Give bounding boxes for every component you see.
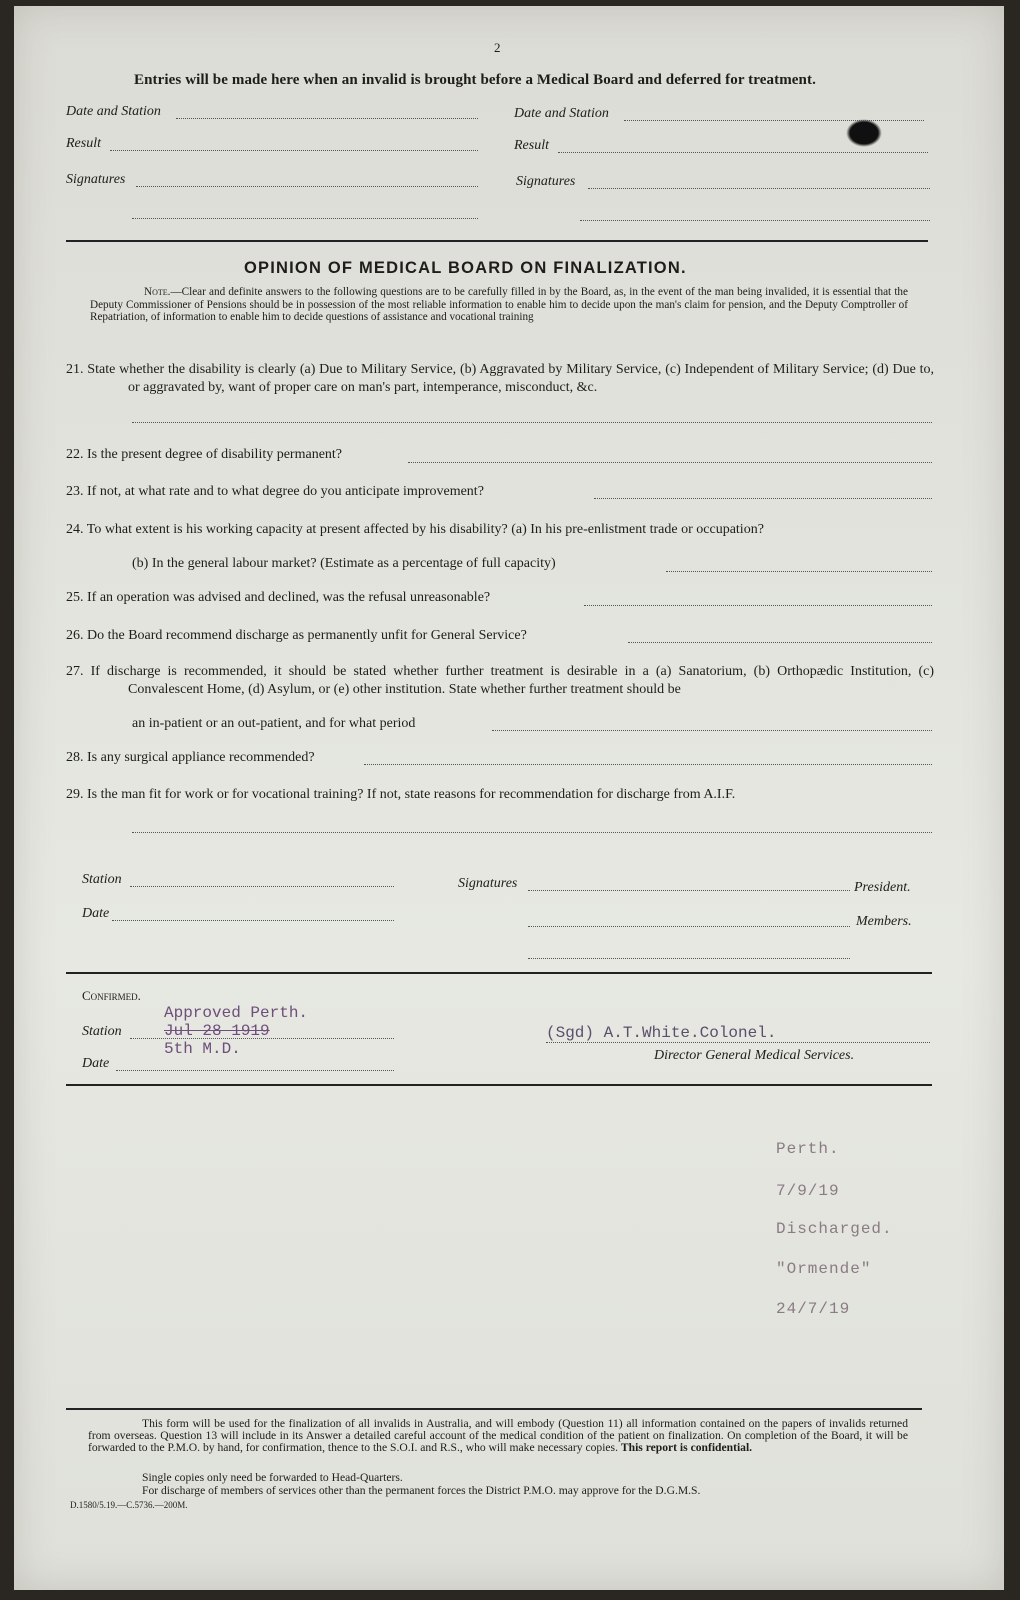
date-station-line-right (624, 120, 924, 121)
question-28: 28. Is any surgical appliance recommended? (66, 750, 315, 765)
board-member-line-1[interactable] (528, 926, 850, 927)
note-place: Perth. (776, 1140, 840, 1158)
footer-divider (66, 1408, 922, 1410)
answer-line-29[interactable] (132, 832, 932, 833)
footer-instructions (88, 1418, 908, 1455)
note-lead: Note. (144, 286, 171, 298)
question-24: 24. To what extent is his working capacity at present affected by his disability? (a) In his pre-enlistment trade or occupation? (66, 522, 764, 537)
answer-line-21[interactable] (132, 422, 932, 423)
question-27 (66, 663, 934, 699)
signatures-line-left (136, 186, 478, 187)
result-label-right: Result (514, 138, 549, 153)
note-text: —Clear and definite answers to the following questions are to be carefully filled in by the Board, as, in the event of the man being invalided, it is essential that the Deputy Commissioner of Pensions should be in possession of the most reliable information to enable him to decide upon the man's claim for pension, and the Deputy Comptroller of Repatriation, of information to enable him to decide questions of assistance and vocational training (90, 286, 908, 323)
footer-text-3: For discharge of members of services other than the permanent forces the District P.M.O. may approve for the D.G.M.S. (142, 1484, 701, 1497)
question-24b: (b) In the general labour market? (Estimate as a percentage of full capacity) (132, 556, 556, 571)
question-27b: an in-patient or an out-patient, and for what period (132, 716, 416, 731)
question-21-text: 21. State whether the disability is clearly (a) Due to Military Service, (b) Aggravated by Military Service, (c) Independent of Military Service; (d) Due to, or aggravated by, want of proper care on man's part, intemperance, misconduct, &c. (66, 362, 934, 395)
confirmed-bottom-divider (66, 1084, 932, 1086)
note-ship: "Ormende" (776, 1260, 872, 1278)
punch-hole (846, 119, 882, 147)
form-page (14, 6, 1004, 1590)
date-station-label-left: Date and Station (66, 104, 161, 119)
confirmed-station-line[interactable] (130, 1038, 394, 1039)
dgms-signature-line[interactable] (546, 1042, 930, 1043)
date-station-label-right: Date and Station (514, 106, 609, 121)
dgms-title: Director General Medical Services. (654, 1048, 855, 1063)
approval-stamp-line1: Approved Perth. (164, 1004, 309, 1022)
confirmed-divider (66, 972, 932, 974)
signatures-line-right (588, 188, 930, 189)
answer-line-28[interactable] (364, 764, 932, 765)
result-line-left (110, 150, 478, 151)
approval-stamp-line3: 5th M.D. (164, 1040, 241, 1058)
form-code: D.1580/5.19.—C.5736.—200M. (70, 1500, 188, 1510)
question-22: 22. Is the present degree of disability permanent? (66, 447, 343, 462)
president-label: President. (854, 880, 911, 895)
dgms-signature: (Sgd) A.T.White.Colonel. (546, 1024, 777, 1042)
board-member-line-2[interactable] (528, 958, 850, 959)
question-29: 29. Is the man fit for work or for vocational training? If not, state reasons for recommendation for discharge from A.I.F. (66, 787, 736, 802)
board-date-label: Date (82, 906, 110, 921)
note-discharge-date: 7/9/19 (776, 1182, 840, 1200)
answer-line-24b[interactable] (666, 571, 932, 572)
opinion-title: OPINION OF MEDICAL BOARD ON FINALIZATION. (244, 259, 687, 277)
footer-text-2: Single copies only need be forwarded to Head-Quarters. (142, 1471, 403, 1484)
signatures-line-left-2 (132, 218, 478, 219)
board-date-line[interactable] (112, 920, 394, 921)
answer-line-26[interactable] (628, 642, 932, 643)
confirmed-date-line[interactable] (116, 1070, 394, 1071)
page-number: 2 (494, 40, 501, 55)
signatures-line-right-2 (580, 220, 930, 221)
answer-line-25[interactable] (584, 605, 932, 606)
footer-confidential: This report is confidential. (620, 1441, 753, 1455)
board-station-label: Station (82, 872, 122, 887)
question-26: 26. Do the Board recommend discharge as permanently unfit for General Service? (66, 628, 527, 643)
result-label-left: Result (66, 136, 101, 151)
note-arrival-date: 24/7/19 (776, 1300, 851, 1318)
date-station-line-left (176, 118, 478, 119)
board-signatures-label: Signatures (458, 876, 518, 891)
answer-line-22[interactable] (408, 462, 932, 463)
board-president-line[interactable] (528, 890, 850, 891)
section-divider (66, 240, 928, 242)
result-line-right (558, 152, 928, 153)
question-21 (66, 361, 934, 397)
question-25: 25. If an operation was advised and declined, was the refusal unreasonable? (66, 590, 491, 605)
question-27-text: 27. If discharge is recommended, it should be stated whether further treatment is desirable in a (a) Sanatorium, (b) Orthopædic Institution, (c) Convalescent Home, (d) Asylum, or (e) other institution. State whether further treatment should be (66, 664, 934, 697)
deferred-heading: Entries will be made here when an invalid is brought before a Medical Board and deferred for treatment. (134, 72, 816, 88)
question-23: 23. If not, at what rate and to what degree do you anticipate improvement? (66, 484, 484, 499)
answer-line-27[interactable] (492, 730, 932, 731)
confirmed-heading: Confirmed. (82, 988, 141, 1003)
members-label: Members. (856, 914, 912, 929)
signatures-label-left: Signatures (66, 172, 126, 187)
opinion-note (90, 286, 908, 324)
board-station-line[interactable] (130, 886, 394, 887)
answer-line-23[interactable] (594, 498, 932, 499)
footer-text-1: This form will be used for the finalization of all invalids in Australia, and will embody (Question 11) all information contained on the papers of invalids returned from overseas. Question 13 will include in its Answer a detailed careful account of the medical condition of the patient on finalization. On completion of the Board, it will be forwarded to the P.M.O. by hand, for confirmation, thence to the S.O.I. and R.S., who will make necessary copies. (88, 1417, 908, 1455)
note-status: Discharged. (776, 1220, 893, 1238)
approval-stamp-date: Jul 28 1919 (164, 1022, 270, 1040)
confirmed-date-label: Date (82, 1056, 110, 1071)
signatures-label-right: Signatures (516, 174, 576, 189)
confirmed-station-label: Station (82, 1024, 122, 1039)
